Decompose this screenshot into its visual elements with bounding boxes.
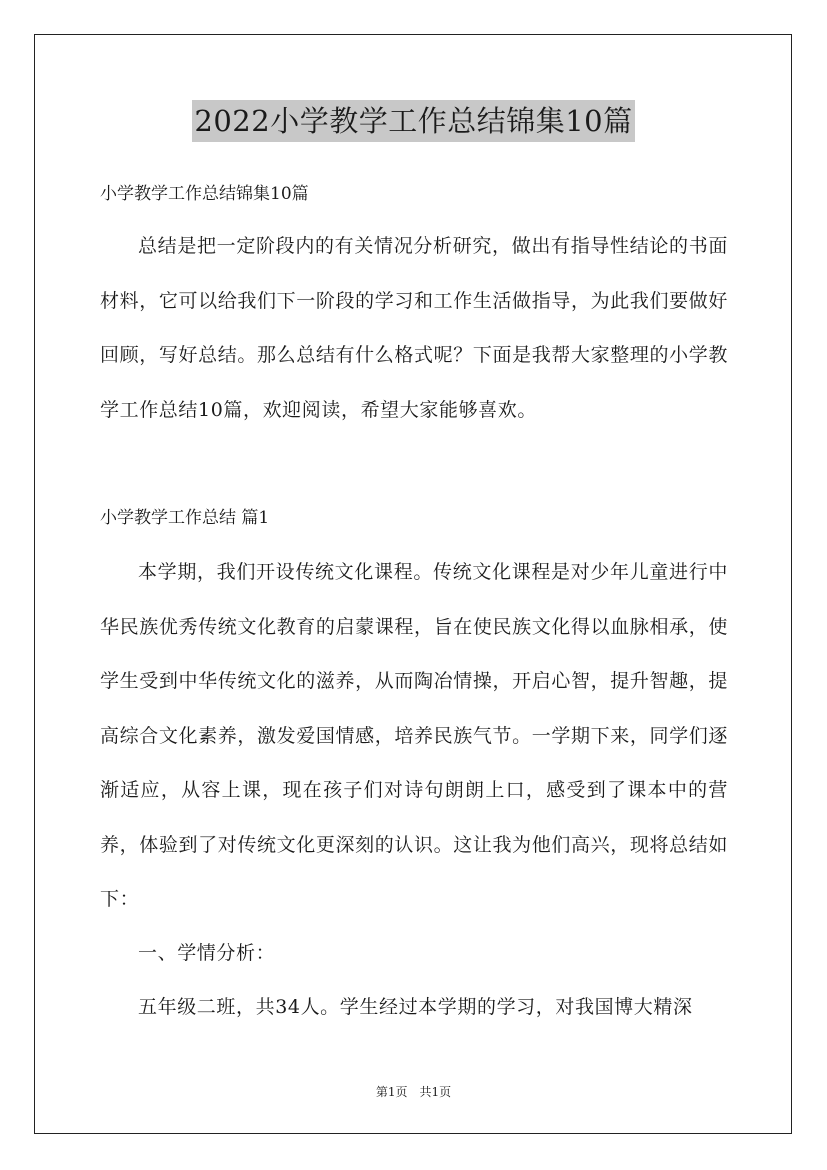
section-1-paragraph: 本学期，我们开设传统文化课程。传统文化课程是对少年儿童进行中华民族优秀传统文化教育的启蒙课程，旨在使民族文化得以血脉相承，使学生受到中华传统文化的滋养，从而陶冶情操，开启心智，提升智趣，提高综合文化素养，激发爱国情感，培养民族气节。一学期下来，同学们逐渐适应，从容上课，现在孩子们对诗句朗朗上口，感受到了课本中的营养，体验到了对传统文化更深刻的认识。这让我为他们高兴，现将总结如下： (100, 561, 728, 910)
page-footer: 第1页 共1页 (375, 1085, 452, 1099)
title-container (0, 100, 827, 142)
document-title: 2022小学教学工作总结锦集10篇 (192, 100, 634, 142)
subheading-learning-analysis: 一、学情分析： (138, 942, 276, 964)
intro-paragraph: 总结是把一定阶段内的有关情况分析研究，做出有指导性结论的书面材料，它可以给我们下一阶段的学习和工作生活做指导，为此我们要做好回顾，写好总结。那么总结有什么格式呢？下面是我帮大家整理的小学教学工作总结10篇，欢迎阅读，希望大家能够喜欢。 (100, 235, 728, 421)
section-1-paragraph-2: 五年级二班，共34人。学生经过本学期的学习，对我国博大精深 (138, 996, 693, 1018)
section-1-heading: 小学教学工作总结 篇1 (100, 508, 270, 528)
document-subtitle: 小学教学工作总结锦集10篇 (100, 184, 309, 204)
